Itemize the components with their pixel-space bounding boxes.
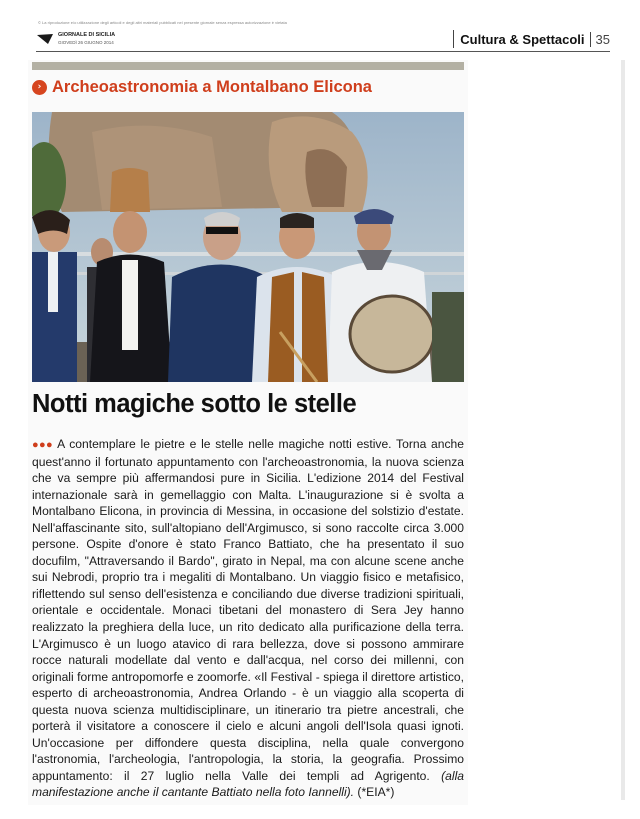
circle-arrow-right-icon: › [32, 80, 47, 95]
kicker-text: Archeoastronomia a Montalbano Elicona [52, 78, 372, 96]
article-top-bar [32, 62, 464, 70]
masthead [36, 28, 610, 52]
sicily-island-icon [36, 33, 54, 45]
headline: Notti magiche sotto le stelle [32, 390, 357, 418]
byline: (*EIA*) [357, 785, 395, 800]
section-divider [453, 30, 454, 48]
disclaimer: © La riproduzione e/o utilizzazione degli articoli e degli altri materiali pubblicati nel presente giornale senza espressa autorizzazione è vietata [38, 20, 287, 25]
page-number: 35 [590, 32, 610, 47]
paper-date: GIOVEDÌ 26 GIUGNO 2014 [58, 40, 114, 45]
article [28, 60, 468, 805]
article-body [32, 436, 464, 801]
section-header [453, 29, 610, 49]
section-name: Cultura & Spettacoli [460, 31, 585, 47]
lead-marker: ●●● [32, 439, 54, 451]
kicker [32, 78, 372, 97]
body-main: A contemplare le pietre e le stelle nelle magiche notti estive. Torna anche quest'anno il fortunato appuntamento con l'archeoastronomia, la nuova scienza che va sempre più affermandosi pure in Sicilia. L'edizione 2014 del Festival internazionale sarà in gemellaggio con Malta. L'inaugurazione si è svolta a Montalbano Elicona, in provincia di Messina, in occasione del solstizio d'estate. Nell'affascinante sito, sull'altopiano dell'Argimusco, si sono raccolte circa 3.000 persone. Ospite d'onore è stato Franco Battiato, che ha presentato il suo docufilm, "Attraversando il Bardo", girato in Nepal, ma con alcune scene anche sui Nebrodi, proprio tra i megaliti di Montalbano. Un viaggio fisico e metafisico, riflettendo sul senso dell'esistenza e conciliando due diverse tradizioni spirituali, orientale e occidentale. Monaci tibetani del monastero di Sera Jey hanno realizzato la preghiera della luce, un rito dedicato alla purificazione della terra. L'Argimusco è un luogo atavico di rara bellezza, dove si possono ammirare rocce naturali modellate dal vento e dall'acqua, nel corso dei millenni, con originali forme antropomorfe e zoomorfe. «Il Festival - spiega il direttore artistico, esperto di archeoastronomia, Andrea Orlando - è un viaggio alla scoperta di questa nuova scienza multidisciplinare, un itinerario tra pietre ancestrali, che porterà il visitatore a conoscere il cielo e alcuni angoli dell'Isola quasi ignoti. Un'occasione per diffondere questa disciplina, nella quale convergono l'astronomia, l'archeologia, l'antropologia, la storia, la geografia. Prossimo appuntamento: il 27 luglio nella Valle dei templi ad Agrigento. [32, 437, 464, 783]
photo-credit: (alla manifestazione anche il cantante Battiato nella foto Iannelli). [32, 768, 464, 800]
article-photo [32, 112, 464, 382]
paper-name: GIORNALE DI SICILIA [58, 32, 116, 38]
side-rule [621, 60, 625, 800]
